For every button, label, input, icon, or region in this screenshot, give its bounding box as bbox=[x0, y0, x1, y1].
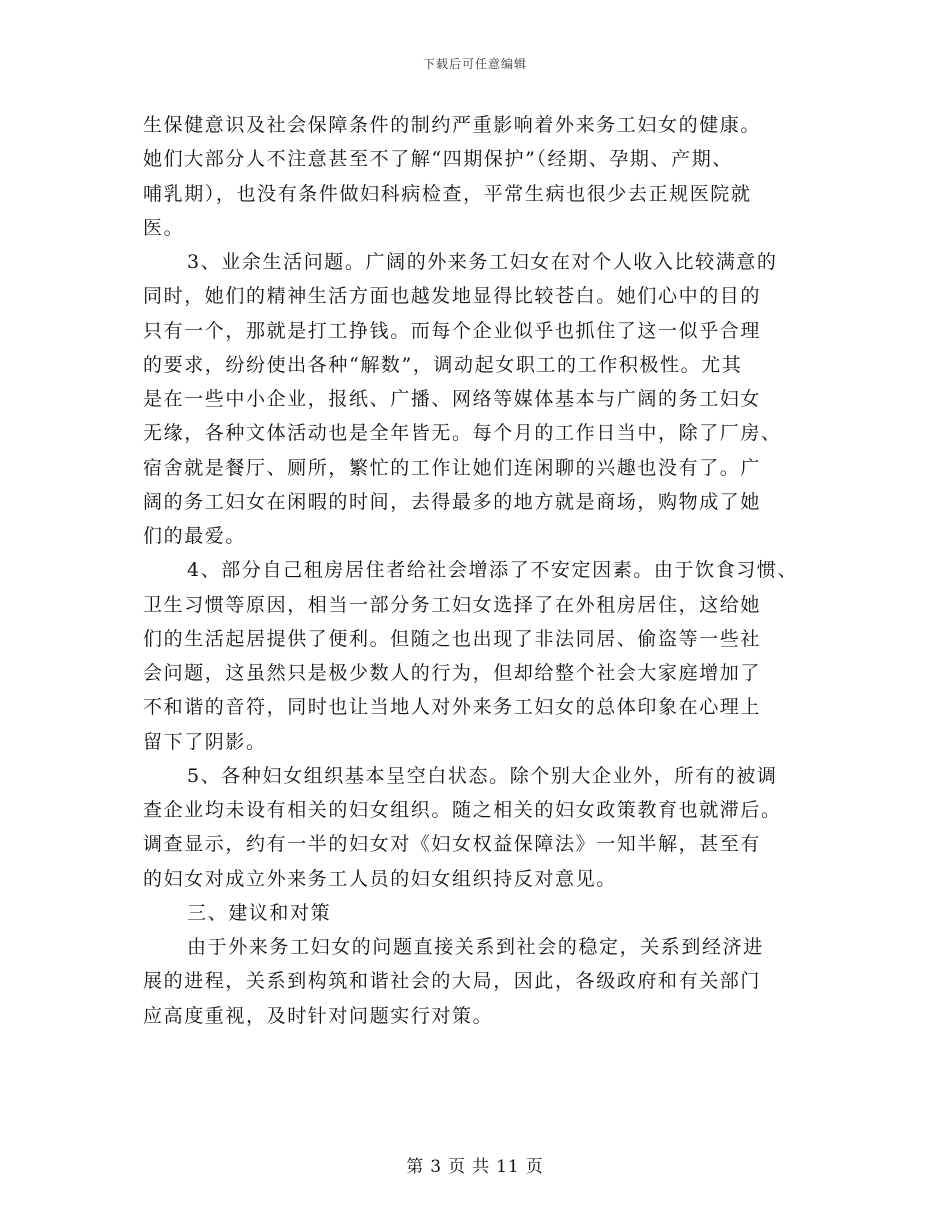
footer-label-di: 第 bbox=[406, 1157, 425, 1177]
text-line: 宿舍就是餐厅、厕所，繁忙的工作让她们连闲聊的兴趣也没有了。广 bbox=[143, 456, 762, 479]
text-line: 3、业余生活问题。广阔的外来务工妇女在对个人收入比较满意的 bbox=[187, 251, 778, 273]
text-line: 查企业均未设有相关的妇女组织。随之相关的妇女政策教育也就滞后。 bbox=[143, 799, 782, 821]
text-line: 5、各种妇女组织基本呈空白状态。除个别大企业外，所有的被调 bbox=[187, 764, 778, 787]
text-line: 4、部分自己租房居住者给社会增添了不安定因素。由于饮食习惯、 bbox=[187, 559, 799, 582]
text-line: 们的最爱。 bbox=[143, 525, 247, 547]
text-line: 们的生活起居提供了便利。但随之也出现了非法同居、偷盗等一些社 bbox=[143, 627, 762, 650]
text-line: 生保健意识及社会保障条件的制约严重影响着外来务工妇女的健康。 bbox=[143, 114, 762, 136]
text-line: 调查显示，约有一半的妇女对《妇女权益保障法》一知半解，甚至有 bbox=[143, 833, 762, 856]
text-line: 卫生习惯等原因，相当一部分务工妇女选择了在外租房居住，这给她 bbox=[143, 593, 762, 616]
footer-label-gong: 共 bbox=[472, 1157, 491, 1177]
text-line: 应高度重视，及时针对问题实行对策。 bbox=[143, 1004, 494, 1027]
document-body bbox=[143, 108, 823, 1033]
text-line: 不和谐的音符，同时也让当地人对外来务工妇女的总体印象在心理上 bbox=[143, 696, 762, 719]
text-line: 是在一些中小企业，报纸、广播、网络等媒体基本与广阔的务工妇女 bbox=[143, 388, 762, 410]
page-footer bbox=[0, 1152, 950, 1177]
text-line: 只有一个，那就是打工挣钱。而每个企业似乎也抓住了这一似乎合理 bbox=[143, 319, 762, 342]
footer-page-number: 3 bbox=[430, 1157, 443, 1177]
text-line: 会问题，这虽然只是极少数人的行为，但却给整个社会大家庭增加了 bbox=[143, 662, 762, 684]
page-header: 下载后可任意编辑 bbox=[422, 57, 527, 71]
text-line: 无缘，各种文体活动也是全年皆无。每个月的工作日当中，除了厂房、 bbox=[143, 422, 782, 445]
text-line: 她们大部分人不注意甚至不了解“四期保护”（经期、孕期、产期、 bbox=[143, 148, 733, 171]
text-line: 三、建议和对策 bbox=[187, 901, 332, 924]
text-line: 留下了阴影。 bbox=[143, 730, 267, 753]
text-line: 哺乳期），也没有条件做妇科病检查，平常生病也很少去正规医院就 bbox=[143, 182, 752, 205]
text-line: 的要求，纷纷使出各种“解数”，调动起女职工的工作积极性。尤其 bbox=[143, 353, 743, 376]
footer-label-ye: 页 bbox=[448, 1157, 467, 1177]
footer-total-pages: 11 bbox=[496, 1157, 520, 1177]
text-line: 医。 bbox=[143, 216, 185, 239]
text-line: 同时，她们的精神生活方面也越发地显得比较苍白。她们心中的目的 bbox=[143, 285, 762, 308]
footer-label-ye2: 页 bbox=[525, 1157, 544, 1177]
text-line: 由于外来务工妇女的问题直接关系到社会的稳定，关系到经济进 bbox=[187, 936, 764, 958]
text-line: 阔的务工妇女在闲暇的时间，去得最多的地方就是商场，购物成了她 bbox=[143, 490, 762, 513]
text-line: 展的进程，关系到构筑和谐社会的大局，因此，各级政府和有关部门 bbox=[143, 970, 762, 993]
text-line: 的妇女对成立外来务工人员的妇女组织持反对意见。 bbox=[143, 867, 617, 890]
